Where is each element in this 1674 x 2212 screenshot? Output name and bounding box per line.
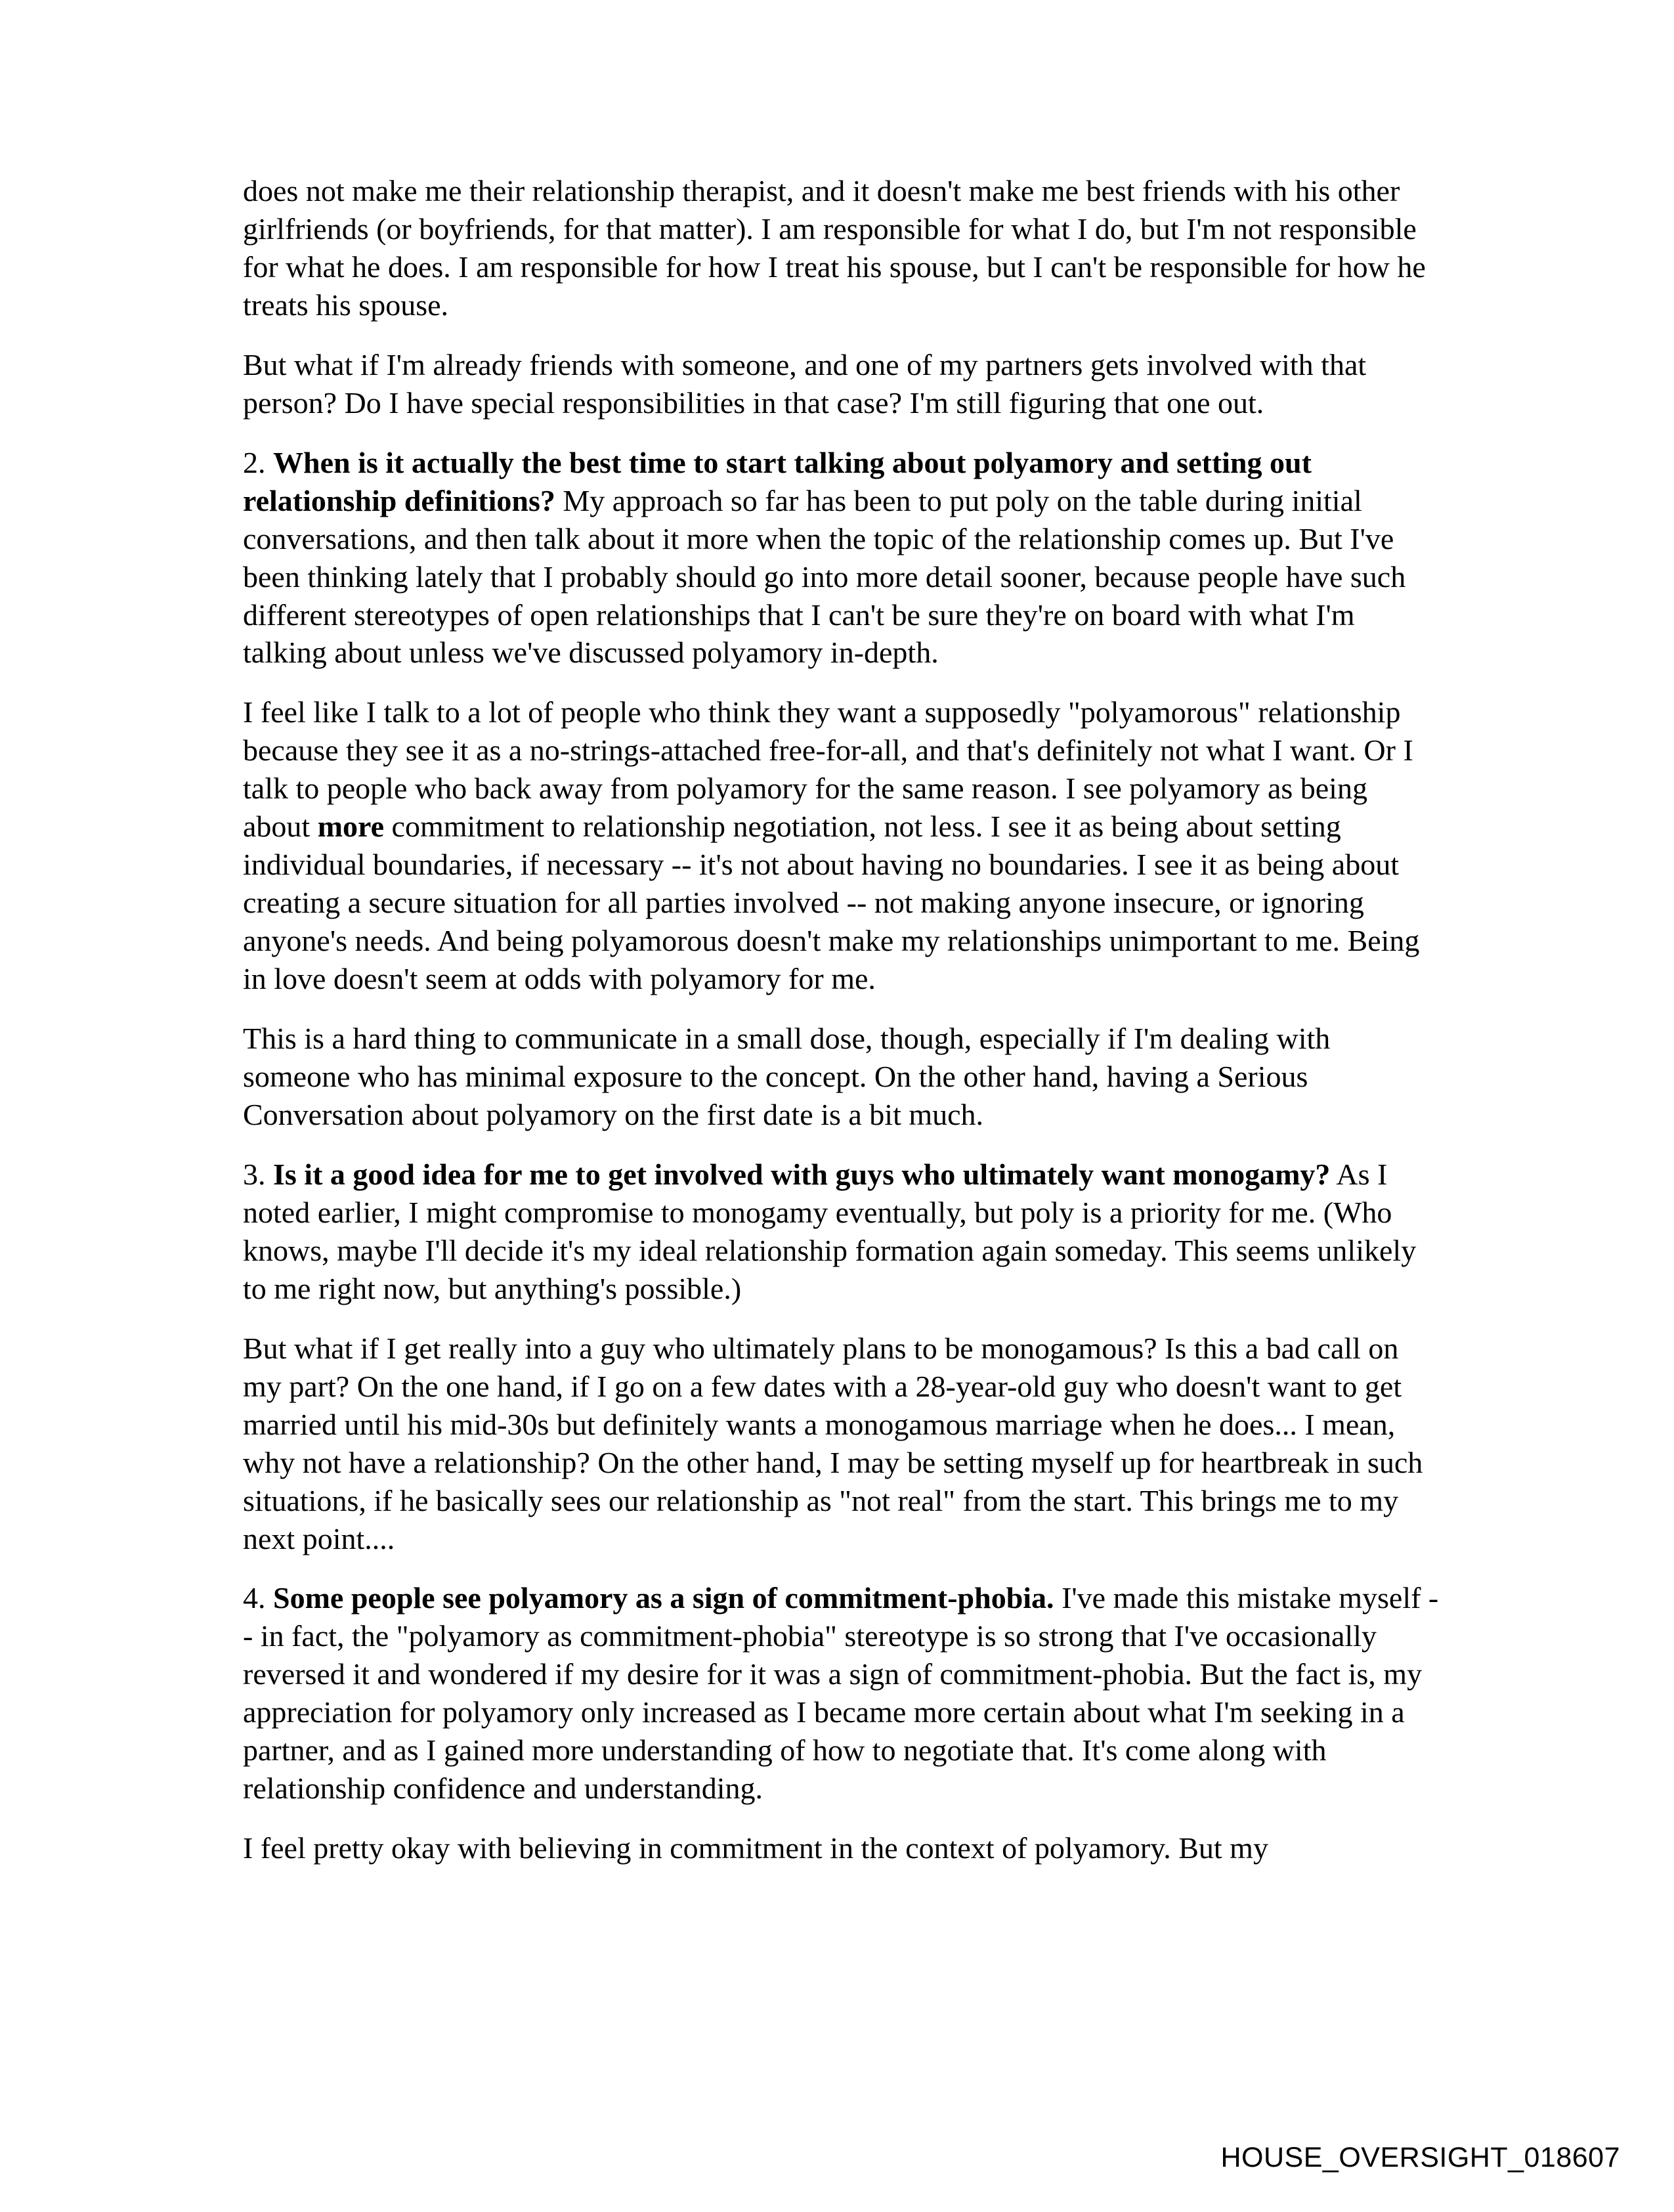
- paragraph: [243, 1020, 1441, 1134]
- text-run: My approach so far has been to put poly on the table during initial conversations, and then talk about it more when the topic of the relationship comes up. But I've been thinking lately that I probably should go into more detail sooner, because people have such different stereotypes of open relationships that I can't be sure they're on board with what I'm talking about unless we've discussed polyamory in-depth.: [243, 483, 1406, 670]
- paragraph: [243, 693, 1441, 998]
- bold-text-run: more: [317, 810, 385, 844]
- text-run: does not make me their relationship therapist, and it doesn't make me best friends with his other girlfriends (or boyfriends, for that matter). I am responsible for what I do, but I'm not responsible for what he does. I am responsible for how I treat his spouse, but I can't be responsible for how he treats his spouse.: [243, 174, 1426, 322]
- text-run: I've made this mistake myself -- in fact, the "polyamory as commitment-phobia" stereotype is so strong that I've occasionally reversed it and wondered if my desire for it was a sign of commitment-phobia. But the fact is, my appreciation for polyamory only increased as I became more certain about what I'm seeking in a partner, and as I gained more understanding of how to negotiate that. It's come along with relationship confidence and understanding.: [243, 1581, 1439, 1806]
- paragraph: [243, 1579, 1441, 1808]
- paragraph: [243, 172, 1441, 324]
- text-run: 2.: [243, 445, 273, 479]
- text-run: But what if I'm already friends with someone, and one of my partners gets involved with that person? Do I have special responsibilities in that case? I'm still figuring that one out.: [243, 347, 1367, 420]
- paragraph: [243, 1156, 1441, 1308]
- text-run: 3.: [243, 1157, 273, 1191]
- paragraph: [243, 444, 1441, 672]
- bates-number: HOUSE_OVERSIGHT_018607: [1220, 2142, 1620, 2173]
- bold-text-run: Is it a good idea for me to get involved with guys who ultimately want monogamy?: [273, 1157, 1331, 1191]
- text-run: commitment to relationship negotiation, not less. I see it as being about setting individual boundaries, if necessary -- it's not about having no boundaries. I see it as being about creating a secure situation for all parties involved -- not making anyone insecure, or ignoring anyone's needs. And being polyamorous doesn't make my relationships unimportant to me. Being in love doesn't seem at odds with polyamory for me.: [243, 810, 1420, 996]
- paragraph: [243, 1330, 1441, 1558]
- text-run: I feel like I talk to a lot of people who think they want a supposedly "polyamorous" relationship because they see it as a no-strings-attached free-for-all, and that's definitely not what I want. Or I talk to people who back away from polyamory for the same reason. I see polyamory as being about: [243, 695, 1413, 844]
- paragraph: [243, 346, 1441, 422]
- page-body: [243, 172, 1441, 1889]
- text-run: As I noted earlier, I might compromise to monogamy eventually, but poly is a priority for me. (Who knows, maybe I'll decide it's my ideal relationship formation again someday. This seems unlikely to me right now, but anything's possible.): [243, 1157, 1417, 1305]
- text-run: 4.: [243, 1581, 273, 1615]
- bold-text-run: When is it actually the best time to start talking about polyamory and setting out relationship definitions?: [243, 445, 1312, 517]
- bold-text-run: Some people see polyamory as a sign of commitment-phobia.: [273, 1581, 1054, 1615]
- paragraph: [243, 1829, 1441, 1867]
- text-run: But what if I get really into a guy who ultimately plans to be monogamous? Is this a bad call on my part? On the one hand, if I go on a few dates with a 28-year-old guy who doesn't want to get married until his mid-30s but definitely wants a monogamous marriage when he does... I mean, why not have a relationship? On the other hand, I may be setting myself up for heartbreak in such situations, if he basically sees our relationship as "not real" from the start. This brings me to my next point....: [243, 1331, 1423, 1555]
- text-run: I feel pretty okay with believing in commitment in the context of polyamory. But my: [243, 1831, 1268, 1865]
- text-run: This is a hard thing to communicate in a small dose, though, especially if I'm dealing with someone who has minimal exposure to the concept. On the other hand, having a Serious Conversation about polyamory on the first date is a bit much.: [243, 1022, 1331, 1131]
